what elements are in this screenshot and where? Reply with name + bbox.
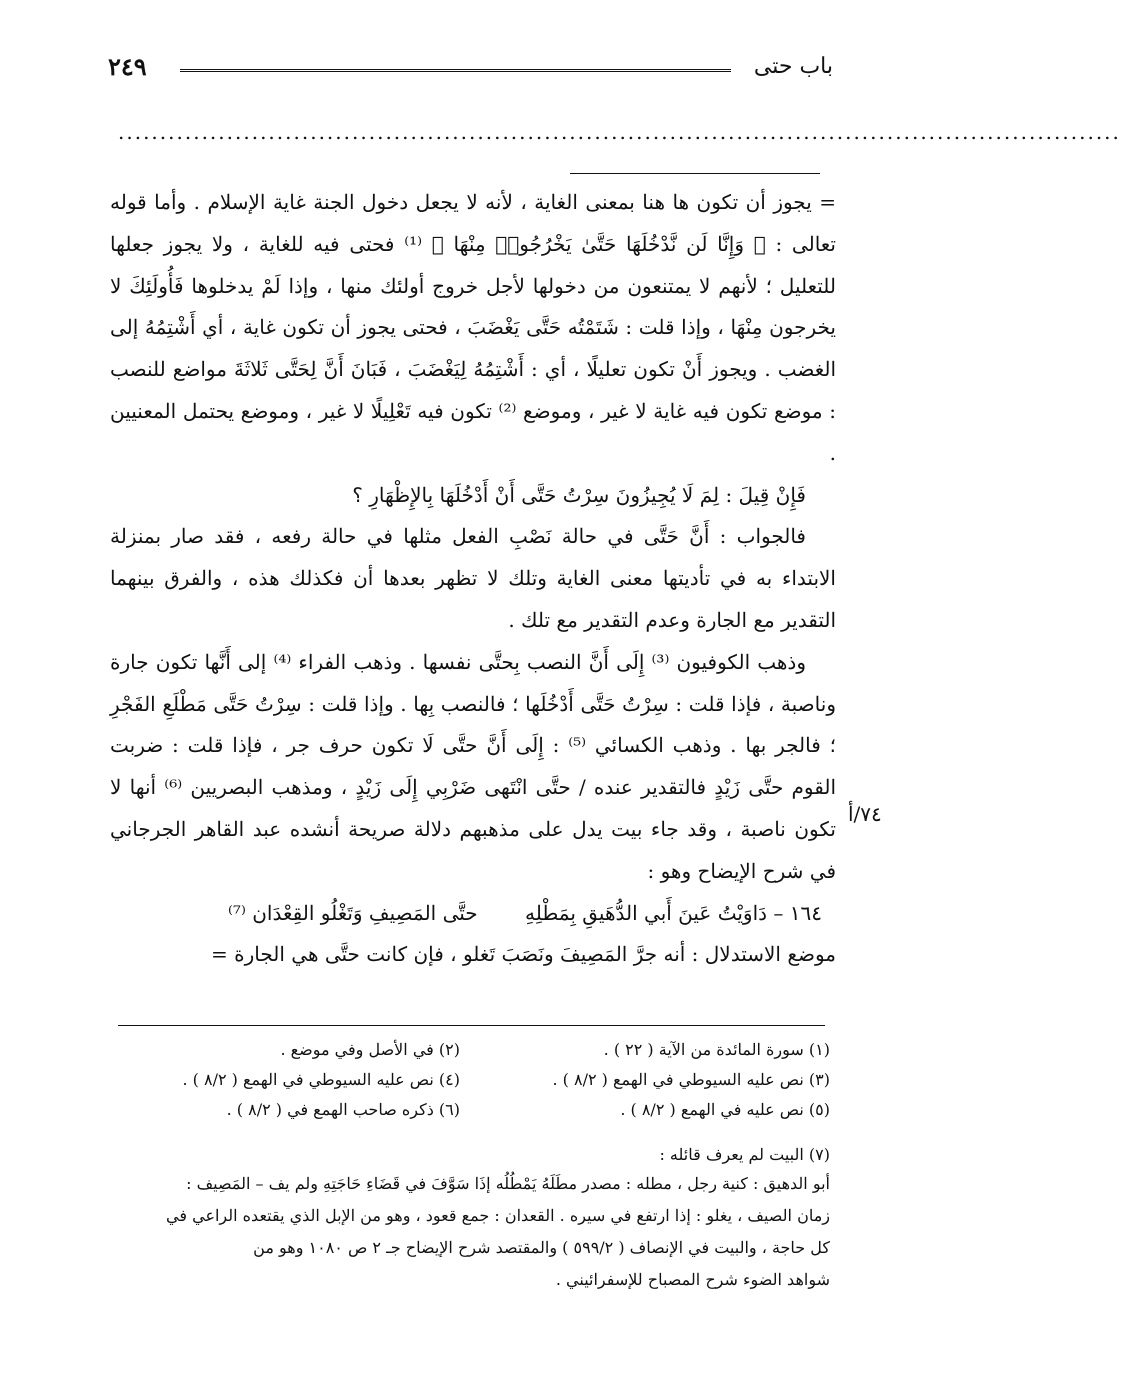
footnote: (٣) نص عليه السيوطي في الهمع ( ٨/٢ ) . [552,1070,830,1089]
footnote-commentary [110,1168,830,1296]
paragraph: = يجوز أن تكون ها هنا بمعنى الغاية ، لأنه لا يجعل دخول الجنة غاية الإسلام . وأما قوله تعالى : ﴿ وَإِنَّا لَن نَّدْخُلَهَا حَتَّىٰ يَخْرُجُوا۟ مِنْهَا ﴾ ⁽¹⁾ فحتى فيه للغاية ، ولا يجوز جعلها للتعليل ؛ لأنهم لا يمتنعون من دخولها لأجل خروج أولئك منها ، وإذا لَمْ يدخلوها فَأُولَئِكَ لا يخرجون مِنْهَا ، وإذا قلت : شَتَمْتُه حَتَّى يَغْضَبَ ، فحتى يجوز أن تكون غاية ، أي أَشْتِمُهُ إلى الغضب . ويجوز أَنْ تكون تعليلًا ، أي : أَشْتِمُهُ لِيَغْضَبَ ، فَبَانَ أَنَّ لِحَتَّى ثَلاثَةَ مواضع للنصب : موضع تكون فيه غاية لا غير ، وموضع ⁽²⁾ تكون فيه تَعْلِيلًا لا غير ، وموضع يحتمل المعنيين . [110,190,836,465]
footnote: (٥) نص عليه في الهمع ( ٨/٢ ) . [620,1100,830,1119]
chapter-title: باب حتى [753,54,833,79]
footnote: (٤) نص عليه السيوطي في الهمع ( ٨/٢ ) . [182,1070,460,1089]
paragraph: وذهب الكوفيون ⁽³⁾ إِلَى أَنَّ النصب بِحتَّى نفسها . وذهب الفراء ⁽⁴⁾ إلى أَنَّها تكون جارة وناصبة ، فإذا قلت : سِرْتُ حَتَّى أَدْخُلَها ؛ فالنصب بِها . وإذا قلت : سِرْتُ حَتَّى مَطْلَعِ الفَجْرِ ؛ فالجر بها . وذهب الكسائي ⁽⁵⁾ : إِلَى أَنَّ حتَّى لَا تكون حرف جر ، فإذا قلت : ضربت القوم حتَّى زَيْدٍ فالتقدير عنده / حتَّى انْتَهى ضَرْبِي إِلَى زَيْدٍ ، ومذهب البصريين ⁽⁶⁾ أنها لا تكون ناصبة ، وقد جاء بيت يدل على مذهبهم دلالة صريحة أنشده عبد القاهر الجرجاني في شرح الإيضاح وهو : [110,649,837,883]
verse-first-hemistich: ١٦٤ – دَاوَيْتُ عَينَ أَبي الدُّهَيقِ بِمَطْلِهِ [525,900,822,925]
footnote-line: أبو الدهيق : كنية رجل ، مطله : مصدر مطَلَهُ يَمْطُلُه إذَا سَوَّفَ في قَضَاءِ حَاجَتِهِ ولم يف – المَصِيف : [186,1174,830,1193]
manuscript-folio-marker: ٧٤/أ [848,802,882,826]
continuation-rule [570,173,820,174]
footnote: (٦) ذكره صاحب الهمع في ( ٨/٢ ) . [226,1100,460,1119]
footnote-line: شواهد الضوء شرح المصباح للإسفرائيني . [555,1270,830,1289]
poetry-verse [110,893,836,935]
footnote-line: كل حاجة ، والبيت في الإنصاف ( ٥٩٩/٢ ) والمقتصد شرح الإيضاح جـ ٢ ص ١٠٨٠ وهو من [253,1238,830,1257]
paragraph: فالجواب : أَنَّ حَتَّى في حالة نَصْبِ الفعل مثلها في حالة رفعه ، فقد صار بمنزلة الابتداء به في تأديتها معنى الغاية وتلك لا تظهر بعدها أن فكذلك هذه ، والفرق بينهما التقدير مع الجارة وعدم التقدير مع تلك . [110,524,836,632]
verse-second-hemistich: حتَّى المَصِيفِ وَتَغْلُو القِعْدَان ⁽⁷⁾ [228,900,478,925]
footnote: (٢) في الأصل وفي موضع . [280,1040,460,1059]
dotted-separator: ........................................................................................................................ [118,120,1121,144]
paragraph: فَإِنْ قِيلَ : لِمَ لَا يُجِيزُونَ سِرْتُ حَتَّى أَنْ أَدْخُلَهَا بِالإِظْهَارِ ؟ [352,482,806,507]
page-header [108,52,833,92]
footnote-line: زمان الصيف ، يغلو : إذا ارتفع في سيره . القعدان : جمع قعود ، وهو من الإبل الذي يقتعده الراعي في [166,1206,830,1225]
footnote-separator [118,1025,825,1026]
paragraph: موضع الاستدلال : أنه جرَّ المَصِيفَ ونَصَبَ تَغلو ، فإن كانت حتَّى هي الجارة = [211,942,836,967]
page-number: ٢٤٩ [108,52,147,81]
footnote: (٧) البيت لم يعرف قائله : [659,1145,830,1164]
header-double-rule [180,69,731,77]
footnotes-grid [110,1035,830,1125]
main-text [110,182,836,976]
footnote: (١) سورة المائدة من الآية ( ٢٢ ) . [603,1040,830,1059]
